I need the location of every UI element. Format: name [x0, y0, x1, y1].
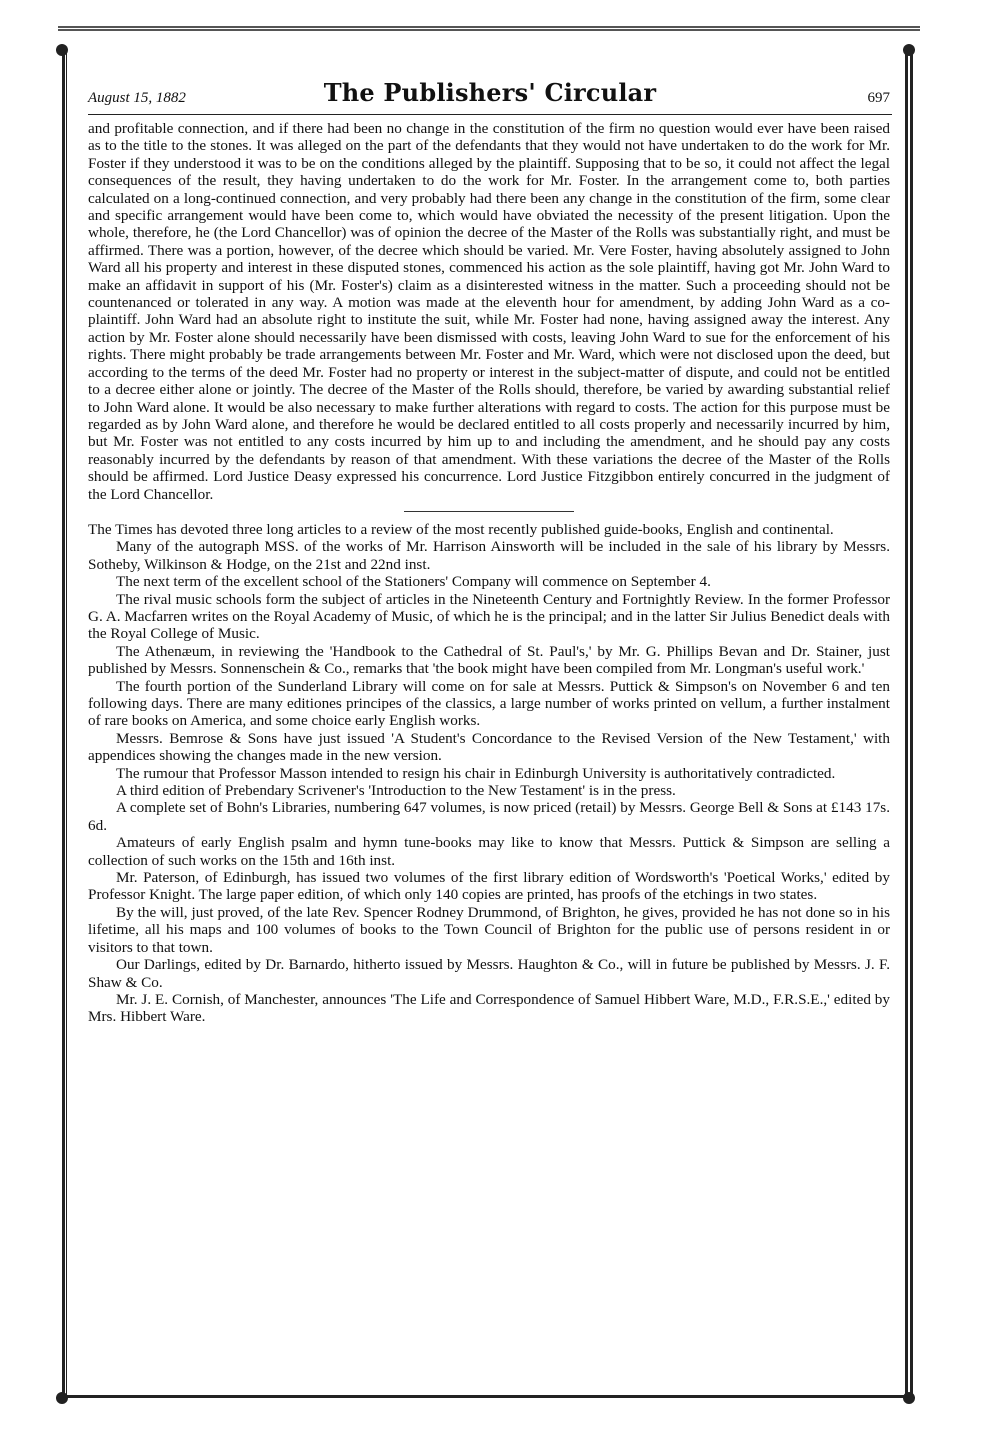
note-item: Mr. Paterson, of Edinburgh, has issued two volumes of the first library edition of Wordsworth's 'Poetical Works,' edited by Professor Knight. The large paper edition, of which only 140 copies are printed, has proofs of the etchings in two states. [88, 869, 890, 904]
note-item: The Athenæum, in reviewing the 'Handbook to the Cathedral of St. Paul's,' by Mr. G. Phillips Bevan and Dr. Stainer, just published by Messrs. Sonnenschein & Co., remarks that 'the book might have been compiled from Mr. Longman's useful work.' [88, 642, 890, 678]
note-item: The fourth portion of the Sunderland Library will come on for sale at Messrs. Puttick & Simpson's on November 6 and ten following days. There are many editiones principes of the classics, a large number of works printed on vellum, a further instalment of rare books on America, and some choice early English works. [88, 677, 890, 730]
page-border-left [62, 50, 67, 1400]
note-item: The rumour that Professor Masson intended to resign his chair in Edinburgh University is authoritatively contradicted. [116, 764, 836, 782]
issue-date: August 15, 1882 [88, 90, 186, 106]
note-item: By the will, just proved, of the late Rev. Spencer Rodney Drummond, of Brighton, he gives, provided he has not done so in his lifetime, all his maps and 100 volumes of books to the Town Council of Brighton for the public use of persons resident in or visitors to that town. [88, 903, 890, 956]
section-divider [404, 511, 574, 512]
note-item: Our Darlings, edited by Dr. Barnardo, hitherto issued by Messrs. Haughton & Co., will in future be published by Messrs. J. F. Shaw & Co. [88, 956, 890, 991]
note-item: Many of the autograph MSS. of the works of Mr. Harrison Ainsworth will be included in the sale of his library by Messrs. Sotheby, Wilkinson & Hodge, on the 21st and 22nd inst. [88, 538, 890, 573]
publication-title: The Publishers' Circular [323, 78, 657, 107]
page-border-right [905, 50, 913, 1400]
page-content [88, 120, 890, 1390]
page-number: 697 [867, 90, 890, 106]
note-item: A third edition of Prebendary Scrivener's 'Introduction to the New Testament' is in the press. [116, 782, 676, 800]
note-item: Messrs. Bemrose & Sons have just issued 'A Student's Concordance to the Revised Version of the New Testament,' with appendices showing the changes made in the new version. [88, 729, 890, 765]
page-border-bottom [62, 1395, 913, 1401]
corner-ornament-top-right [903, 44, 915, 56]
corner-ornament-top-left [56, 44, 68, 56]
note-item: Mr. J. E. Cornish, of Manchester, announces 'The Life and Correspondence of Samuel Hibbert Ware, M.D., F.R.S.E.,' edited by Mrs. Hibbert Ware. [88, 990, 890, 1026]
page-header [88, 78, 892, 115]
note-item: The rival music schools form the subject of articles in the Nineteenth Century and Fortnightly Review. In the former Professor G. A. Macfarren writes on the Royal Academy of Music, of which he is the principal; and in the latter Sir Julius Benedict deals with the Royal College of Music. [88, 590, 890, 643]
page-border-top [58, 26, 920, 56]
note-item: The Times has devoted three long articles to a review of the most recently published guide-books, English and continental. [88, 520, 834, 538]
corner-ornament-bottom-right [903, 1392, 915, 1404]
note-item: The next term of the excellent school of the Stationers' Company will commence on September 4. [116, 573, 711, 591]
note-item: A complete set of Bohn's Libraries, numbering 647 volumes, is now priced (retail) by Messrs. George Bell & Sons at £143 17s. 6d. [88, 799, 890, 834]
article-body: and profitable connection, and if there had been no change in the constitution of the firm no question would ever have been raised as to the title to the stones. It was alleged on the part of the defendants that they would not have undertaken to do the work for Mr. Foster if they understood it was to be on the conditions alleged by the plaintiff. Supposing that to be so, it could not affect the legal consequences of the result, they having undertaken to do the work for Mr. Foster. In the arrangement come to, both parties calculated on a long-continued connection, and very probably had there been any change in the constitution of the firm, some clear and specific arrangement would have been come to, which would have obviated the necessity of the present litigation. Upon the whole, therefore, he (the Lord Chancellor) was of opinion the decree of the Master of the Rolls was substantially right, and must be affirmed. There was a portion, however, of the decree which should be varied. Mr. Vere Foster, having absolutely assigned to John Ward all his property and interest in these disputed stones, commenced his action as the sole plaintiff, having got Mr. John Ward to make an affidavit in support of his (Mr. Foster's) claim as a disinterested witness in the matter. Such a proceeding should not be countenanced or tolerated in any way. A motion was made at the eleventh hour for amendment, by adding John Ward as a co-plaintiff. John Ward had an absolute right to institute the suit, while Mr. Foster had none, having assigned away the interest. Any action by Mr. Foster alone should necessarily have been dismissed with costs, leaving John Ward to sue for the enforcement of his rights. There might probably be trade arrangements between Mr. Foster and Mr. Ward, which were not disclosed upon the deed, but according to the terms of the deed Mr. Foster had no property or interest in the subject-matter of dispute, and could not be entitled to a decree either alone or jointly. The decree of the Master of the Rolls should, therefore, be varied by awarding substantial relief to John Ward alone. It would be also necessary to make further alterations with regard to costs. The action for this purpose must be regarded as by John Ward alone, and therefore he would be declared entitled to all costs properly and necessarily incurred by him, but Mr. Foster was not entitled to any costs incurred by him up to and including the amendment, and he should pay any costs reasonably incurred by the defendants by reason of that amendment. With these variations the decree of the Master of the Rolls should be affirmed. Lord Justice Deasy expressed his concurrence. Lord Justice Fitzgibbon entirely concurred in the judgment of the Lord Chancellor. [88, 120, 890, 503]
corner-ornament-bottom-left [56, 1392, 68, 1404]
literary-notes [88, 521, 890, 1026]
note-item: Amateurs of early English psalm and hymn tune-books may like to know that Messrs. Puttick & Simpson are selling a collection of such works on the 15th and 16th inst. [88, 834, 890, 869]
